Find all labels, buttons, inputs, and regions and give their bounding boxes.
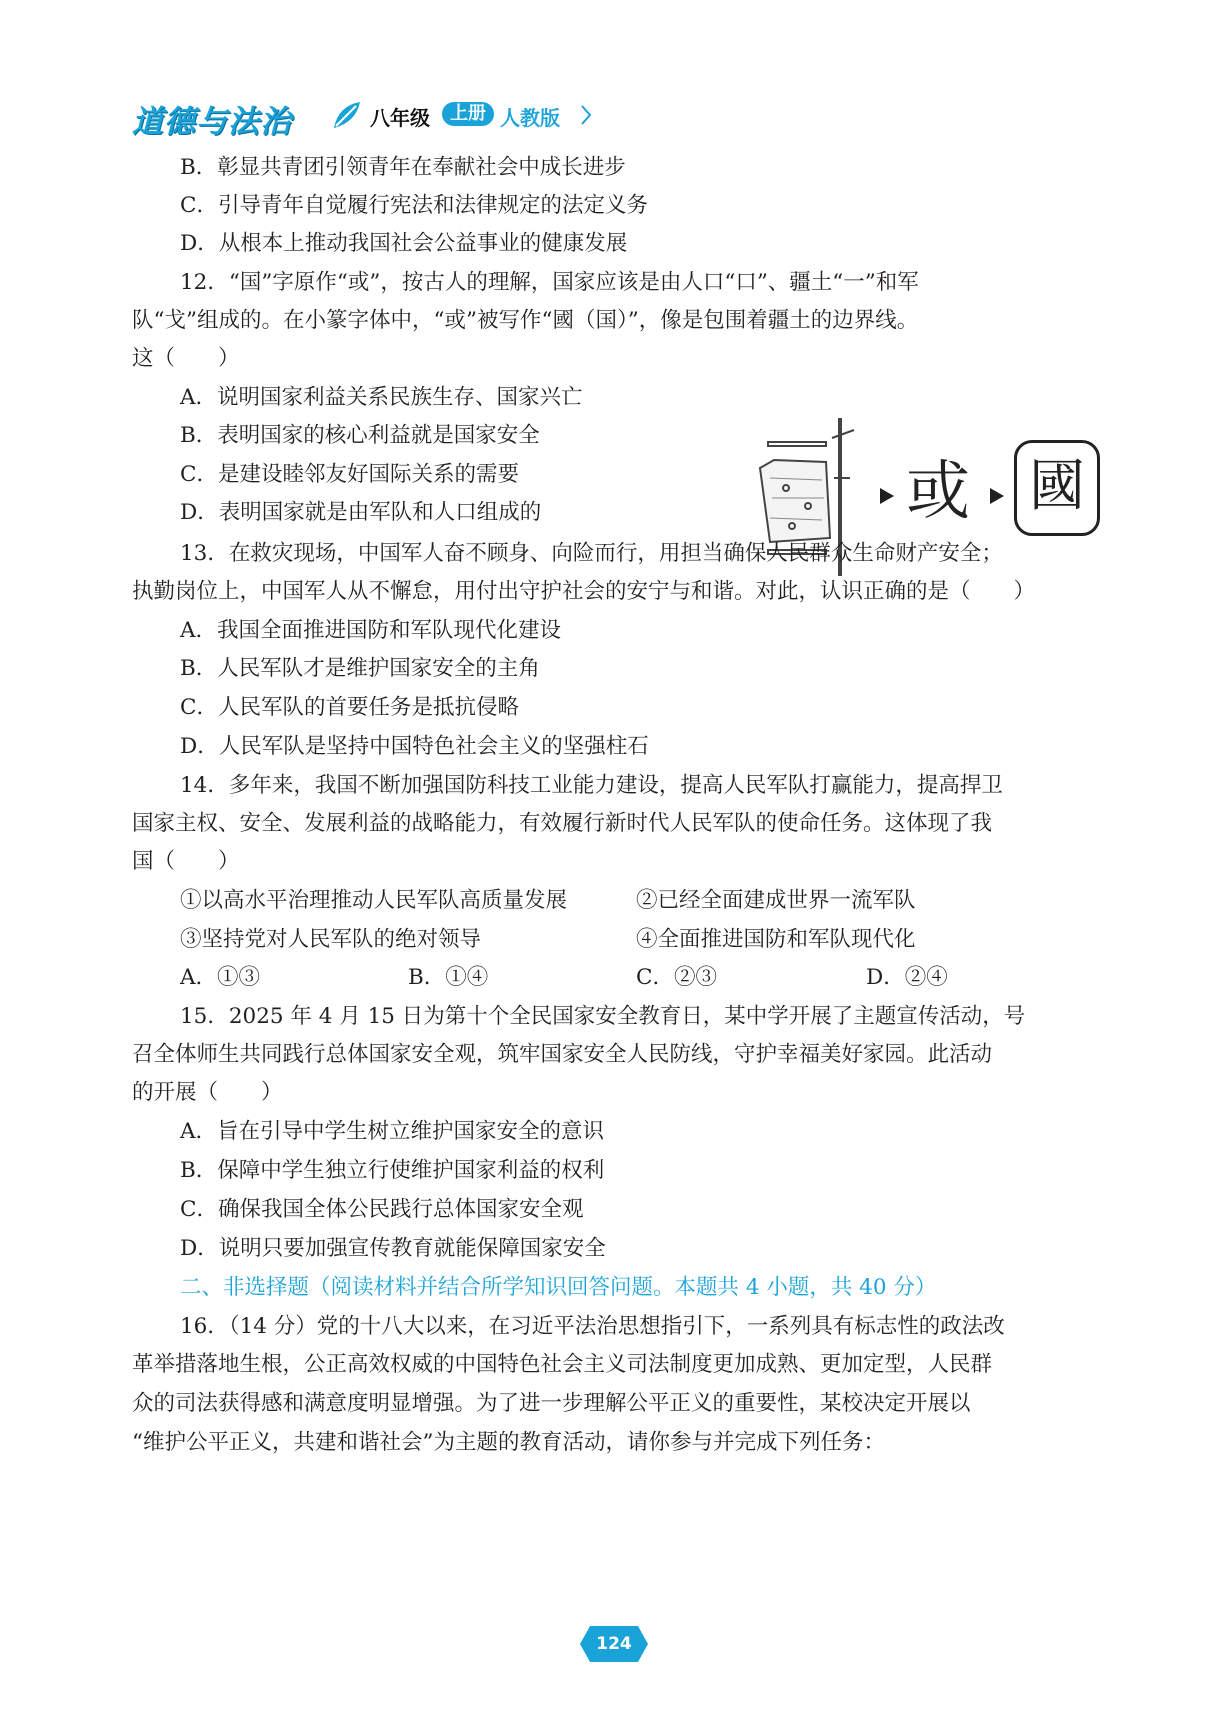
q11-option-b: B．彰显共青团引领青年在奉献社会中成长进步 <box>180 155 626 180</box>
q15-option-d: D．说明只要加强宣传教育就能保障国家安全 <box>180 1236 606 1261</box>
q13-option-b: B．人民军队才是维护国家安全的主角 <box>180 656 540 681</box>
q14-stem-line1: 14．多年来，我国不断加强国防科技工业能力建设，提高人民军队打赢能力，提高捍卫 <box>180 773 1003 798</box>
arrow-right-icon <box>878 484 898 508</box>
char-guo-traditional <box>1014 440 1100 536</box>
book-brand-title: 道德与法治 <box>132 104 292 140</box>
edition-label: 人教版 <box>500 106 560 130</box>
q14-option-d: D．②④ <box>866 965 948 990</box>
q16-stem-line3: 众的司法获得感和满意度明显增强。为了进一步理解公平正义的重要性，某校决定开展以 <box>132 1391 971 1416</box>
book-header <box>132 96 592 140</box>
char-or: 或 <box>906 455 970 529</box>
q11-option-c: C．引导青年自觉履行宪法和法律规定的法定义务 <box>180 193 648 218</box>
grade-label: 八年级 <box>370 106 430 130</box>
q14-option-c: C．②③ <box>636 965 717 990</box>
q12-option-a: A．说明国家利益关系民族生存、国家兴亡 <box>180 385 583 410</box>
q13-option-c: C．人民军队的首要任务是抵抗侵略 <box>180 695 519 720</box>
q12-option-d: D．表明国家就是由军队和人口组成的 <box>180 500 542 525</box>
q12-stem-line2: 队“戈”组成的。在小篆字体中，“或”被写作“國（国）”，像是包围着疆土的边界线。 <box>132 308 919 333</box>
char-guo-inner: 國 <box>1029 454 1085 519</box>
q13-stem-line2: 执勤岗位上，中国军人从不懈怠，用付出守护社会的安宁与和谐。对此，认识正确的是（ ） <box>132 579 1036 604</box>
q14-option-a: A．①③ <box>180 965 261 990</box>
q15-stem-line3: 的开展（ ） <box>132 1080 283 1105</box>
q12-option-c: C．是建设睦邻友好国际关系的需要 <box>180 462 519 487</box>
q14-statement-4: ④全面推进国防和军队现代化 <box>636 927 916 952</box>
q16-stem-line1: 16．（14 分）党的十八大以来，在习近平法治思想指引下，一系列具有标志性的政法改 <box>180 1314 1005 1339</box>
q13-stem-line1: 13．在救灾现场，中国军人奋不顾身、向险而行，用担当确保人民群众生命财产安全； <box>180 541 1003 566</box>
q14-stem-line3: 国（ ） <box>132 849 240 874</box>
q15-option-c: C．确保我国全体公民践行总体国家安全观 <box>180 1197 584 1222</box>
q14-statement-3: ③坚持党对人民军队的绝对领导 <box>180 927 482 952</box>
q16-stem-line2: 革举措落地生根，公正高效权威的中国特色社会主义司法制度更加成熟、更加定型，人民群 <box>132 1352 993 1377</box>
brand-leaf-icon <box>330 98 364 132</box>
q16-stem-line4: “维护公平正义，共建和谐社会”为主题的教育活动，请你参与并完成下列任务： <box>132 1430 885 1455</box>
q14-stem-line2: 国家主权、安全、发展利益的战略能力，有效履行新时代人民军队的使命任务。这体现了我 <box>132 811 993 836</box>
q13-option-a: A．我国全面推进国防和军队现代化建设 <box>180 618 562 643</box>
volume-badge: 上册 <box>442 102 494 126</box>
q15-option-b: B．保障中学生独立行使维护国家利益的权利 <box>180 1158 605 1183</box>
q13-option-d: D．人民军队是坚持中国特色社会主义的坚强柱石 <box>180 734 649 759</box>
q14-option-b: B．①④ <box>408 965 489 990</box>
q14-statement-2: ②已经全面建成世界一流军队 <box>636 888 916 913</box>
q15-option-a: A．旨在引导中学生树立维护国家安全的意识 <box>180 1119 605 1144</box>
q15-stem-line2: 召全体师生共同践行总体国家安全观，筑牢国家安全人民防线，守护幸福美好家园。此活动 <box>132 1042 993 1067</box>
chevron-right-icon <box>580 104 592 126</box>
q15-stem-line1: 15．2025 年 4 月 15 日为第十个全民国家安全教育日，某中学开展了主题宣传活动，号 <box>180 1004 1026 1029</box>
q14-statement-1: ①以高水平治理推动人民军队高质量发展 <box>180 888 568 913</box>
q12-option-b: B．表明国家的核心利益就是国家安全 <box>180 423 540 448</box>
arrow-right-icon <box>988 484 1008 508</box>
q11-option-d: D．从根本上推动我国社会公益事业的健康发展 <box>180 231 628 256</box>
q12-stem-line1: 12．“国”字原作“或”，按古人的理解，国家应该是由人口“口”、疆土“一”和军 <box>180 270 919 295</box>
page-number: 124 <box>596 1634 632 1654</box>
q12-stem-line3: 这（ ） <box>132 346 240 371</box>
section-title-non-choice: 二、非选择题（阅读材料并结合所学知识回答问题。本题共 4 小题，共 40 分） <box>180 1275 937 1300</box>
